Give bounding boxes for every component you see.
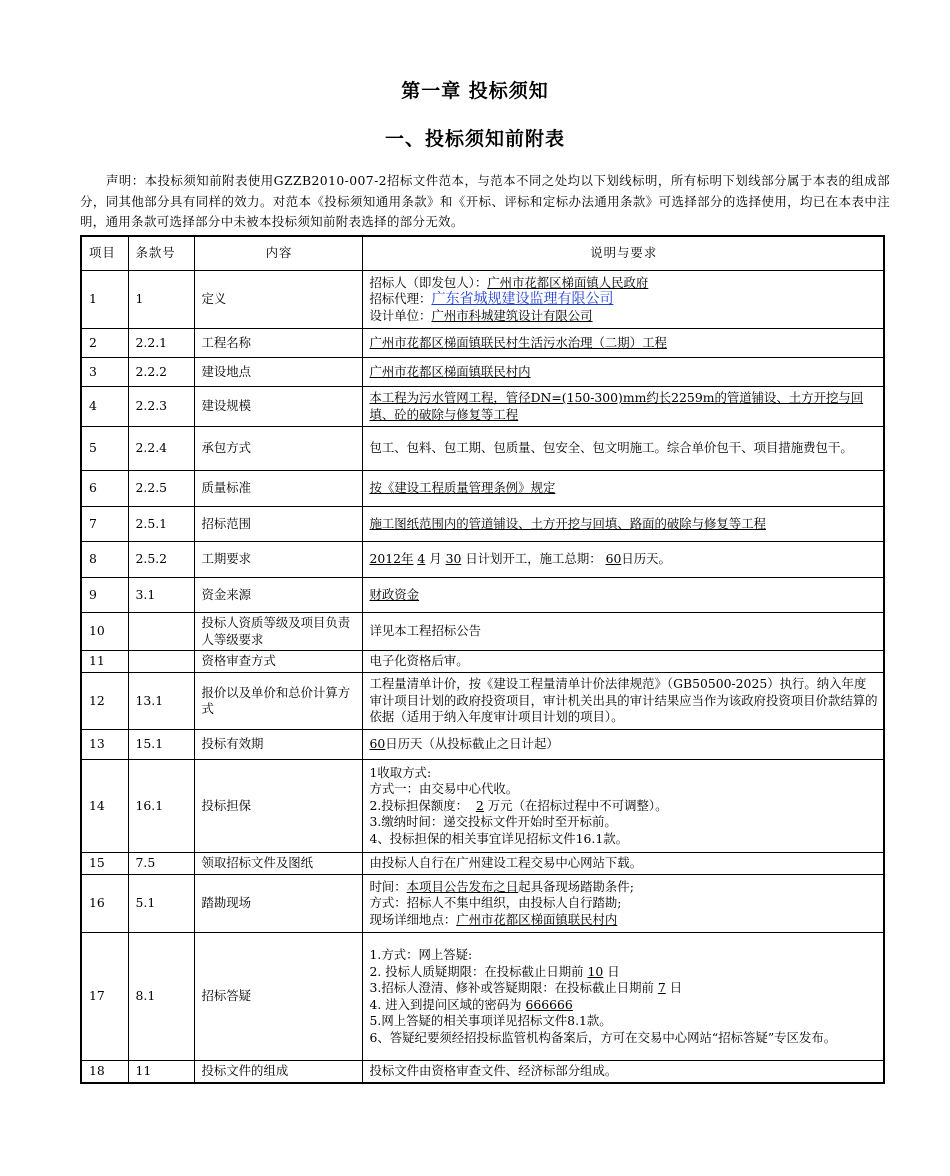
qa-line-6: 6、答疑纪要须经招投标监管机构备案后，方可在交易中心网站“招标答疑”专区发布。 — [369, 1029, 837, 1045]
row-desc — [362, 387, 884, 427]
table-row — [81, 760, 884, 853]
row-desc: 详见本工程招标公告 — [362, 613, 884, 651]
row-clause: 2.5.1 — [128, 507, 194, 542]
site-place-label: 现场详细地点： — [369, 911, 457, 927]
qa-line-2-label: 2. 投标人质疑期限：在投标截止日期前 — [369, 963, 584, 979]
row-no: 4 — [81, 387, 128, 427]
period-tail: 日计划开工，施工总期： — [465, 551, 602, 567]
qa-line-5: 5.网上答疑的相关事项详见招标文件8.1款。 — [369, 1013, 612, 1028]
tenderer-value: 广州市花都区梯面镇人民政府 — [487, 274, 649, 290]
row-desc: 工程量清单计价，按《建设工程量清单计价法律规范》（GB50500-2025）执行。纳入年度审计项目计划的政府投资项目，审计机关出具的审计结果应当作为该政府投资项目价款结算的依据（适用于纳入年度审计项目计划的项目）。 — [362, 673, 884, 730]
header-content: 内容 — [194, 236, 362, 271]
guarantee-line-5: 4、投标担保的相关事宜详见招标文件16.1款。 — [369, 830, 629, 846]
table-row — [81, 358, 884, 387]
table-row — [81, 1061, 884, 1083]
site-time-label: 时间： — [369, 878, 407, 894]
table-row — [81, 875, 884, 933]
guarantee-line-1: 1收取方式: — [369, 764, 432, 780]
table-row — [81, 673, 884, 730]
row-desc: 投标文件由资格审查文件、经济标部分组成。 — [362, 1061, 884, 1083]
table-row — [81, 542, 884, 578]
table-row — [81, 387, 884, 427]
row-no: 17 — [81, 933, 128, 1061]
row-no: 5 — [81, 427, 128, 471]
start-month: 4 — [417, 551, 426, 567]
row-no: 3 — [81, 358, 128, 387]
tender-scope: 施工图纸范围内的管道铺设、土方开挖与回填、路面的破除与修复等工程 — [369, 515, 766, 531]
guarantee-line-2: 方式一：由交易中心代收。 — [369, 781, 519, 797]
front-table — [80, 235, 885, 1084]
guarantee-amount: 2 — [475, 797, 484, 813]
row-clause: 11 — [128, 1061, 194, 1083]
row-clause: 1 — [128, 271, 194, 329]
row-no: 16 — [81, 875, 128, 933]
row-clause — [128, 613, 194, 651]
row-desc — [362, 507, 884, 542]
qa-line-3-tail: 日 — [669, 980, 683, 995]
row-no: 7 — [81, 507, 128, 542]
row-content: 资格审查方式 — [194, 651, 362, 673]
row-clause: 2.2.3 — [128, 387, 194, 427]
row-clause: 16.1 — [128, 760, 194, 853]
row-no: 18 — [81, 1061, 128, 1083]
row-desc — [362, 933, 884, 1061]
row-desc — [362, 271, 884, 329]
table-row — [81, 271, 884, 329]
row-clause: 2.2.1 — [128, 329, 194, 358]
row-content: 建设规模 — [194, 387, 362, 427]
row-clause: 8.1 — [128, 933, 194, 1061]
row-no: 13 — [81, 730, 128, 760]
qa-line-3-label: 3.招标人澄清、修补或答疑期限：在投标截止日期前 — [369, 980, 654, 995]
site-time-tail: 起具备现场踏勘条件; — [518, 878, 634, 894]
row-clause: 5.1 — [128, 875, 194, 933]
period-end: 日历天。 — [621, 551, 671, 567]
row-content: 招标范围 — [194, 507, 362, 542]
project-name: 广州市花都区梯面镇联民村生活污水治理（二期）工程 — [369, 334, 667, 350]
row-content: 定义 — [194, 271, 362, 329]
guarantee-line-4: 3.缴纳时间：递交投标文件开始时至开标前。 — [369, 814, 617, 830]
row-content: 工期要求 — [194, 542, 362, 578]
row-content: 投标有效期 — [194, 730, 362, 760]
table-header-row — [81, 236, 884, 271]
row-no: 6 — [81, 471, 128, 507]
row-clause: 7.5 — [128, 853, 194, 875]
table-row — [81, 329, 884, 358]
month-unit: 月 — [429, 551, 442, 567]
row-content: 报价以及单价和总价计算方式 — [194, 673, 362, 730]
row-clause — [128, 651, 194, 673]
year-unit: 年 — [401, 551, 414, 567]
row-desc — [362, 730, 884, 760]
row-clause: 2.2.4 — [128, 427, 194, 471]
validity-tail: 日历天（从投标截止之日计起） — [385, 736, 559, 752]
table-row — [81, 507, 884, 542]
agent-label: 招标代理： — [369, 291, 432, 307]
row-desc — [362, 760, 884, 853]
start-day: 30 — [445, 551, 462, 567]
designer-label: 设计单位： — [369, 307, 432, 323]
row-no: 1 — [81, 271, 128, 329]
row-content: 资金来源 — [194, 578, 362, 613]
site-place-value: 广州市花都区梯面镇联民村内 — [456, 911, 618, 927]
row-content: 工程名称 — [194, 329, 362, 358]
row-clause: 2.2.2 — [128, 358, 194, 387]
row-no: 8 — [81, 542, 128, 578]
row-content: 踏勘现场 — [194, 875, 362, 933]
guarantee-amount-tail: 万元（在招标过程中不可调整）。 — [487, 797, 668, 813]
row-content: 领取招标文件及图纸 — [194, 853, 362, 875]
agent-value: 广东省城规建设监理有限公司 — [431, 291, 614, 308]
row-no: 15 — [81, 853, 128, 875]
qa-line-4-label: 4. 进入到提问区域的密码为 — [369, 996, 522, 1012]
row-desc: 由投标人自行在广州建设工程交易中心网站下载。 — [362, 853, 884, 875]
header-clause: 条款号 — [128, 236, 194, 271]
table-row — [81, 471, 884, 507]
chapter-title: 第一章 投标须知 — [401, 80, 549, 102]
row-content: 投标人资质等级及项目负责人等级要求 — [194, 613, 362, 651]
start-year: 2012 — [369, 551, 402, 567]
row-desc — [362, 542, 884, 578]
project-scale: 本工程为污水管网工程，管径DN=(150-300)mm约长2259m的管道铺设、土方开挖与回填、砼的破除与修复等工程 — [369, 390, 864, 422]
table-row — [81, 613, 884, 651]
row-no: 14 — [81, 760, 128, 853]
qa-line-2-tail: 日 — [607, 963, 620, 979]
qa-line-1: 1.方式：网上答疑: — [369, 947, 473, 962]
project-location: 广州市花都区梯面镇联民村内 — [369, 363, 531, 379]
row-no: 9 — [81, 578, 128, 613]
row-no: 12 — [81, 673, 128, 730]
row-clause: 2.2.5 — [128, 471, 194, 507]
qa-clarify-days: 7 — [657, 980, 666, 995]
row-content: 质量标准 — [194, 471, 362, 507]
site-time-value: 本项目公告发布之日 — [406, 878, 519, 894]
row-content: 投标文件的组成 — [194, 1061, 362, 1083]
table-row — [81, 578, 884, 613]
statement-paragraph: 声明：本投标须知前附表使用GZZB2010-007-2招标文件范本，与范本不同之处均以下划线标明，所有标明下划线部分属于本表的组成部分，同其他部分具有同样的效力。对范本《投标须知通用条款》和《开标、评标和定标办法通用条款》可选择部分的选择使用，均已在本表中注明，通用条款可选择部分中未被本投标须知前附表选择的部分无效。 — [80, 173, 890, 229]
period-days: 60 — [605, 551, 622, 567]
row-no: 2 — [81, 329, 128, 358]
row-desc: 电子化资格后审。 — [362, 651, 884, 673]
header-item: 项目 — [81, 236, 128, 271]
row-clause: 3.1 — [128, 578, 194, 613]
row-content: 建设地点 — [194, 358, 362, 387]
fund-source: 财政资金 — [369, 586, 420, 602]
row-desc — [362, 875, 884, 933]
table-row — [81, 933, 884, 1061]
row-content: 招标答疑 — [194, 933, 362, 1061]
row-desc — [362, 471, 884, 507]
qa-objection-days: 10 — [587, 963, 604, 979]
row-content: 承包方式 — [194, 427, 362, 471]
row-clause: 15.1 — [128, 730, 194, 760]
designer-value: 广州市科城建筑设计有限公司 — [431, 307, 593, 323]
row-clause: 2.5.2 — [128, 542, 194, 578]
tenderer-label: 招标人（即发包人）： — [369, 274, 488, 290]
quality-standard: 按《建设工程质量管理条例》规定 — [369, 480, 556, 496]
header-desc: 说明与要求 — [362, 236, 884, 271]
row-clause: 13.1 — [128, 673, 194, 730]
row-desc: 包工、包料、包工期、包质量、包安全、包文明施工。综合单价包干、项目措施费包干。 — [362, 427, 884, 471]
row-desc — [362, 578, 884, 613]
row-content: 投标担保 — [194, 760, 362, 853]
row-desc — [362, 358, 884, 387]
table-row — [81, 730, 884, 760]
table-row — [81, 427, 884, 471]
site-method: 方式：招标人不集中组织，由投标人自行踏勘; — [369, 895, 622, 911]
row-no: 10 — [81, 613, 128, 651]
table-row — [81, 651, 884, 673]
section-title: 一、投标须知前附表 — [384, 128, 565, 150]
row-desc — [362, 329, 884, 358]
guarantee-amount-label: 2.投标担保额度： — [369, 797, 469, 813]
table-row — [81, 853, 884, 875]
qa-password: 666666 — [525, 996, 573, 1012]
row-no: 11 — [81, 651, 128, 673]
validity-days: 60 — [369, 736, 386, 752]
